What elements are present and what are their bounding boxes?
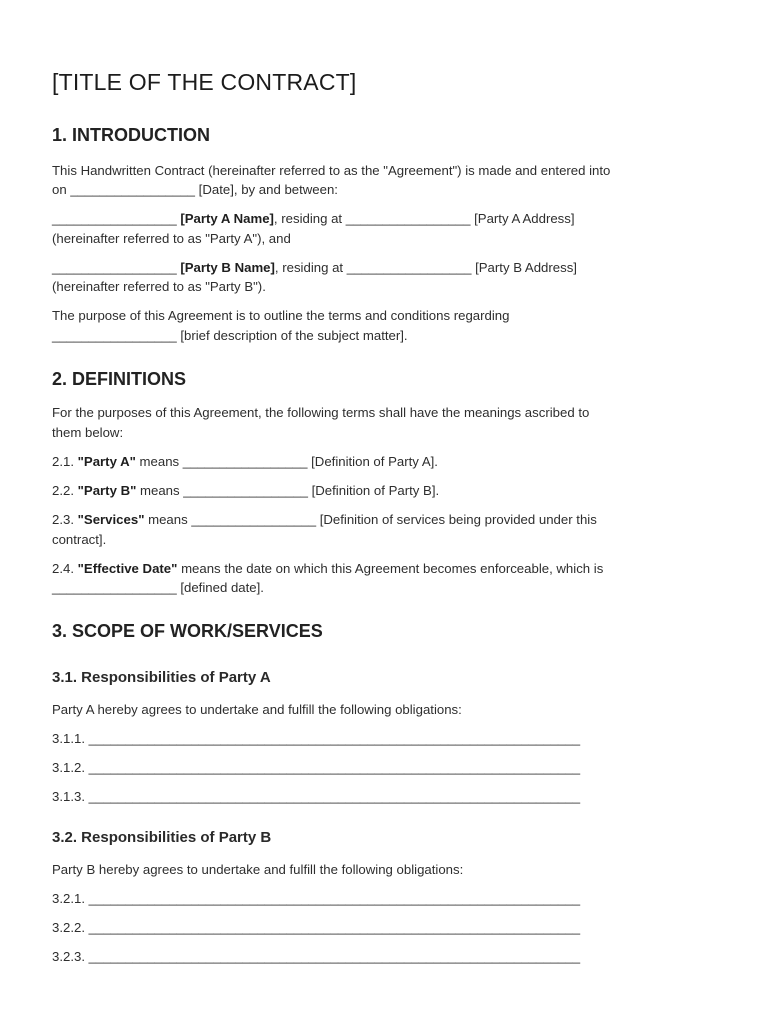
definition-text: means _________________ [Definition of services being provided under this — [144, 512, 597, 527]
party-a-name-blank: _________________ — [52, 211, 181, 226]
intro-paragraph-line-2: on _________________ [Date], by and between: — [52, 182, 338, 197]
definitions-intro-line-2: them below: — [52, 425, 124, 440]
definition-effective-date — [52, 559, 603, 579]
obligation-line: 3.1.1. ___________________________________________________________________ — [52, 731, 581, 746]
definition-services — [52, 510, 597, 530]
party-b-obligations-intro: Party B hereby agrees to undertake and fulfill the following obligations: — [52, 862, 464, 877]
party-b-name-blank: _________________ — [52, 260, 181, 275]
definition-number: 2.2. — [52, 483, 78, 498]
purpose-line-1: The purpose of this Agreement is to outline the terms and conditions regarding — [52, 308, 510, 323]
definition-text: means the date on which this Agreement becomes enforceable, which is — [177, 561, 604, 576]
definition-text: means _________________ [Definition of Party B]. — [136, 483, 440, 498]
obligation-line: 3.2.2. ___________________________________________________________________ — [52, 920, 581, 935]
party-a-line — [52, 209, 575, 229]
definition-term: "Effective Date" — [77, 561, 178, 576]
obligation-line: 3.1.2. ___________________________________________________________________ — [52, 760, 581, 775]
obligation-line: 3.1.3. ___________________________________________________________________ — [52, 789, 581, 804]
definition-party-b — [52, 481, 439, 501]
definition-term: "Services" — [77, 512, 145, 527]
party-a-reference: (hereinafter referred to as "Party A"), and — [52, 231, 291, 246]
definition-number: 2.3. — [52, 512, 78, 527]
definition-party-a — [52, 452, 438, 472]
definitions-heading: 2. DEFINITIONS — [52, 369, 187, 389]
party-a-responsibilities-heading: 3.1. Responsibilities of Party A — [52, 669, 271, 686]
definition-effective-date-line-2: _________________ [defined date]. — [52, 580, 264, 595]
definition-services-line-2: contract]. — [52, 532, 107, 547]
party-a-address-text: , residing at _________________ [Party A Address] — [273, 211, 575, 226]
obligation-line: 3.2.3. ___________________________________________________________________ — [52, 949, 581, 964]
party-b-responsibilities-heading: 3.2. Responsibilities of Party B — [52, 829, 272, 846]
party-b-line — [52, 258, 577, 278]
introduction-heading: 1. INTRODUCTION — [52, 125, 211, 145]
contract-title: [TITLE OF THE CONTRACT] — [52, 69, 357, 95]
definition-term: "Party B" — [77, 483, 137, 498]
scope-heading: 3. SCOPE OF WORK/SERVICES — [52, 621, 323, 641]
definition-number: 2.4. — [52, 561, 78, 576]
definition-term: "Party A" — [77, 454, 136, 469]
purpose-line-2: _________________ [brief description of the subject matter]. — [52, 328, 408, 343]
party-a-name-label: [Party A Name] — [180, 211, 274, 226]
intro-paragraph-line-1: This Handwritten Contract (hereinafter referred to as the "Agreement") is made and entered into — [52, 163, 611, 178]
party-b-reference: (hereinafter referred to as "Party B"). — [52, 279, 266, 294]
definition-number: 2.1. — [52, 454, 78, 469]
party-a-obligations-intro: Party A hereby agrees to undertake and fulfill the following obligations: — [52, 702, 462, 717]
definitions-intro-line-1: For the purposes of this Agreement, the following terms shall have the meanings ascribed to — [52, 405, 590, 420]
party-b-name-label: [Party B Name] — [180, 260, 275, 275]
party-b-address-text: , residing at _________________ [Party B Address] — [274, 260, 577, 275]
definition-text: means _________________ [Definition of Party A]. — [135, 454, 438, 469]
obligation-line: 3.2.1. ___________________________________________________________________ — [52, 891, 581, 906]
